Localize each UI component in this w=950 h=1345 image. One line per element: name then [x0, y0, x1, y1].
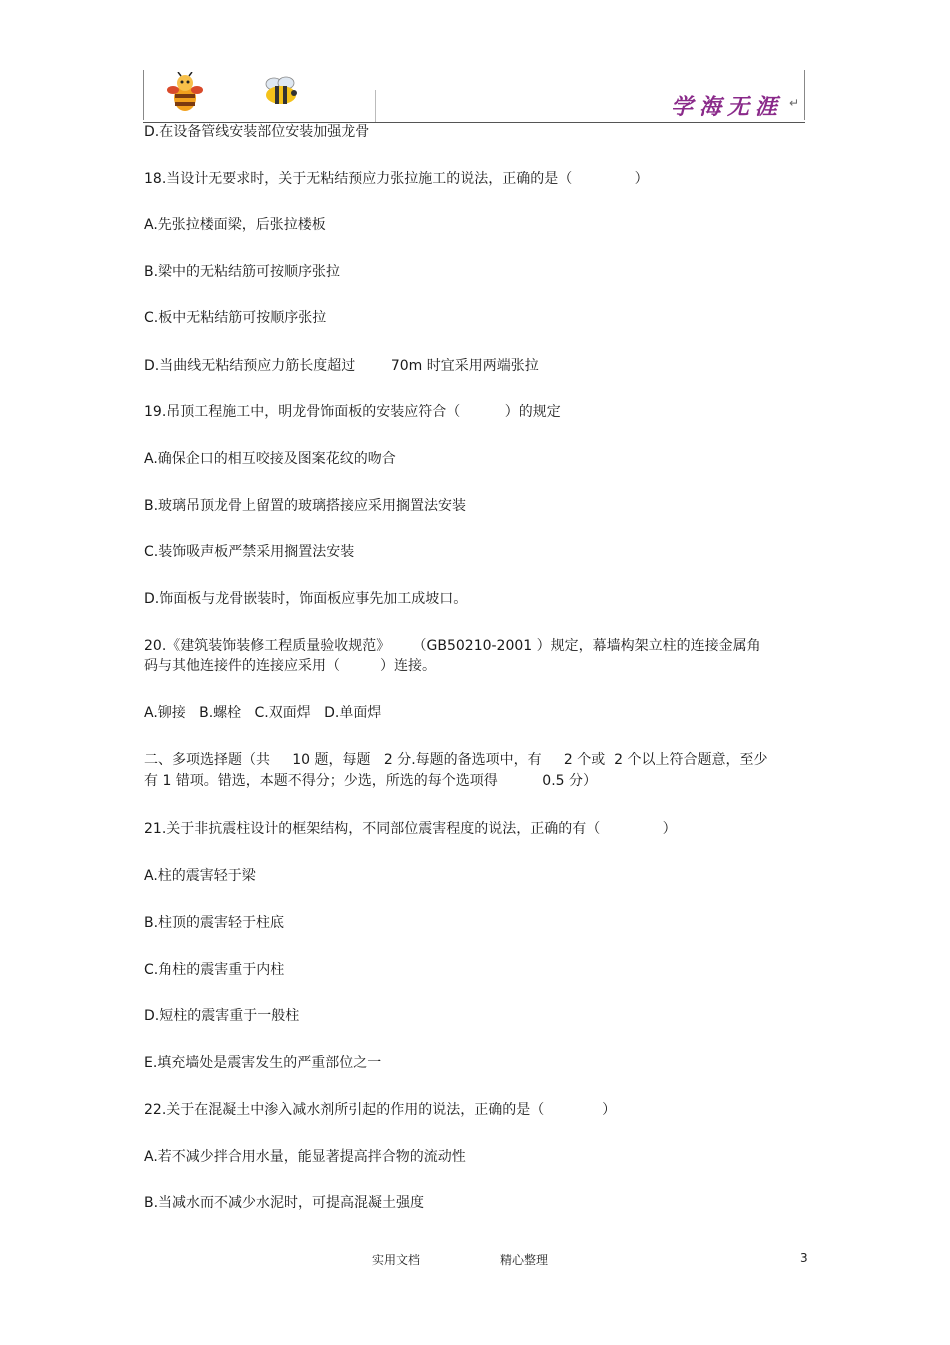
footer-left-text: 实用文档	[372, 1253, 421, 1267]
section-2-heading-line2: 有 1 错项。错选，本题不得分；少选，所选的每个选项得 0.5 分）	[144, 773, 598, 789]
header-mid-rule	[375, 90, 376, 122]
question-21: 21.关于非抗震柱设计的框架结构，不同部位震害程度的说法，正确的有（ ）	[144, 821, 677, 837]
section-2-heading-line1: 二、多项选择题（共 10 题，每题 2 分.每题的备选项中，有 2 个或 2 个以上符合题意，至少	[144, 752, 768, 768]
footer-center-text: 精心整理	[500, 1253, 549, 1267]
option-a-22: A.若不减少拌合用水量，能显著提高拌合物的流动性	[144, 1149, 466, 1165]
question-20-line2: 码与其他连接件的连接应采用（ ）连接。	[144, 658, 437, 674]
cartoon-bee-icon	[165, 72, 205, 114]
option-c-19: C.装饰吸声板严禁采用搁置法安装	[144, 544, 355, 560]
option-a-18: A.先张拉楼面梁，后张拉楼板	[144, 217, 326, 233]
option-b-21: B.柱顶的震害轻于柱底	[144, 915, 285, 931]
option-d-17: D.在设备管线安装部位安装加强龙骨	[144, 124, 370, 140]
return-mark: ↵	[788, 96, 799, 110]
option-b-18: B.梁中的无粘结筋可按顺序张拉	[144, 264, 341, 280]
option-a-21: A.柱的震害轻于梁	[144, 868, 256, 884]
question-18: 18.当设计无要求时，关于无粘结预应力张拉施工的说法，正确的是（ ）	[144, 171, 649, 187]
page-number: 3	[800, 1251, 808, 1265]
option-d-21: D.短柱的震害重于一般柱	[144, 1008, 300, 1024]
option-b-22: B.当减水而不减少水泥时，可提高混凝土强度	[144, 1195, 425, 1211]
question-22: 22.关于在混凝土中渗入减水剂所引起的作用的说法，正确的是（ ）	[144, 1102, 617, 1118]
bee-icon	[261, 76, 301, 106]
header-left-rule	[143, 70, 144, 120]
option-d-19: D.饰面板与龙骨嵌装时，饰面板应事先加工成坡口。	[144, 591, 468, 607]
option-c-18: C.板中无粘结筋可按顺序张拉	[144, 310, 327, 326]
option-c-21: C.角柱的震害重于内柱	[144, 962, 285, 978]
option-d-18: D.当曲线无粘结预应力筋长度超过 70m 时宜采用两端张拉	[144, 358, 539, 374]
question-19: 19.吊顶工程施工中，明龙骨饰面板的安装应符合（ ）的规定	[144, 404, 561, 420]
option-b-19: B.玻璃吊顶龙骨上留置的玻璃搭接应采用搁置法安装	[144, 498, 467, 514]
option-a-19: A.确保企口的相互咬接及图案花纹的吻合	[144, 451, 396, 467]
option-e-21: E.填充墙处是震害发生的严重部位之一	[144, 1055, 382, 1071]
question-20-line1: 20.《建筑装饰装修工程质量验收规范》 （GB50210-2001 ）规定，幕墙构架立柱的连接金属角	[144, 638, 761, 654]
brand-title: 学海无涯	[670, 94, 783, 120]
options-20: A.铆接 B.螺栓 C.双面焊 D.单面焊	[144, 705, 382, 721]
header-right-rule	[804, 70, 805, 120]
page-header	[143, 70, 805, 123]
